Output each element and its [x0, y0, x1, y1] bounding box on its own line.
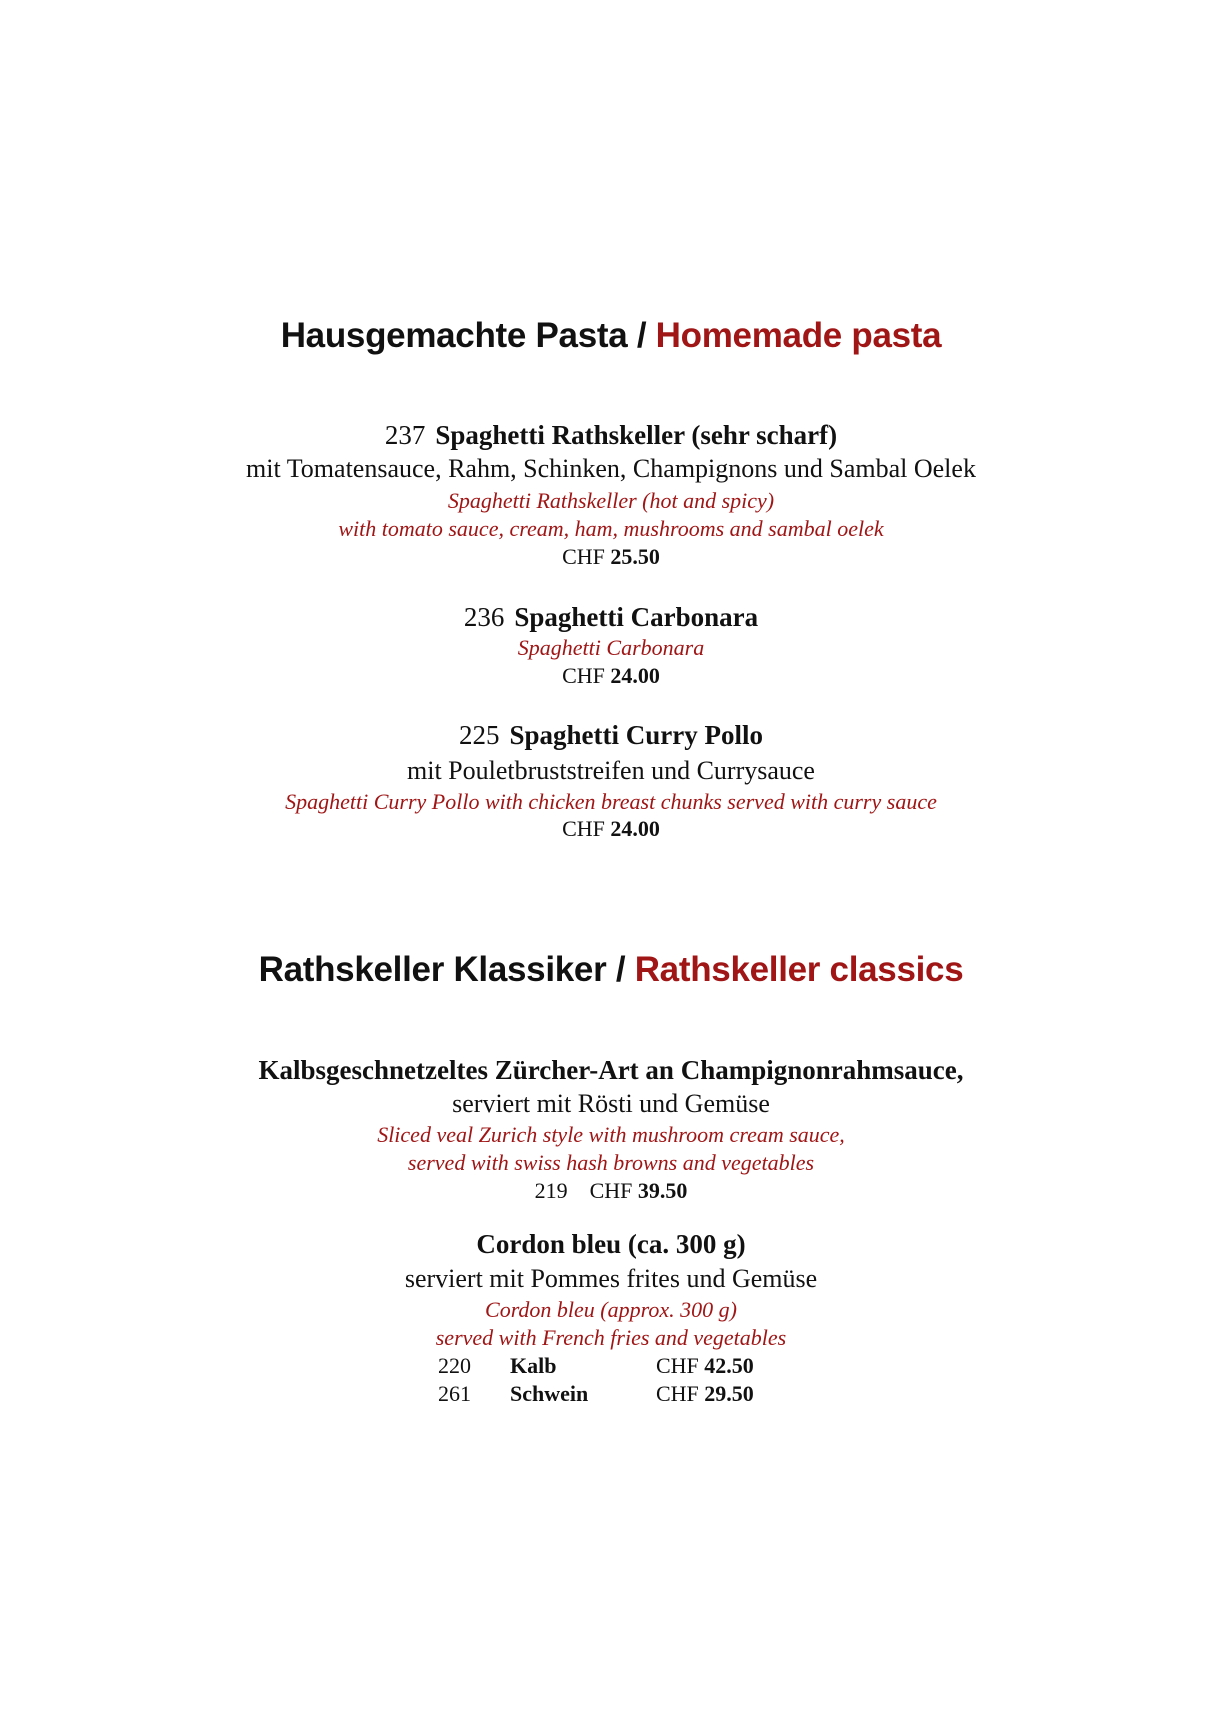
item-english-line: with tomato sauce, cream, ham, mushrooms and sambal oelek [338, 516, 884, 541]
variant-price [656, 1353, 754, 1379]
item-title: Spaghetti Rathskeller (sehr scharf) [435, 420, 838, 450]
price-currency: CHF [656, 1353, 699, 1378]
item-description-de: mit Tomatensauce, Rahm, Schinken, Champignons und Sambal Oelek [246, 454, 976, 483]
heading-de: Hausgemachte Pasta [280, 316, 628, 355]
item-price [0, 663, 1222, 689]
item-english-line: Spaghetti Curry Pollo with chicken breast chunks served with curry sauce [285, 789, 937, 814]
menu-item-title [0, 720, 1222, 751]
variant-number: 220 [438, 1353, 471, 1378]
heading-en: Homemade pasta [655, 316, 942, 355]
menu-item-title: Cordon bleu (ca. 300 g) [476, 1229, 746, 1259]
price-value: 24.00 [610, 816, 660, 841]
variant-price [656, 1381, 754, 1407]
price-currency: CHF [562, 544, 605, 569]
heading-en: Rathskeller classics [634, 950, 964, 989]
item-price [0, 544, 1222, 570]
heading-separator: / [627, 316, 656, 355]
variant-name: Schwein [510, 1381, 589, 1406]
item-english-line: served with swiss hash browns and vegetables [407, 1150, 815, 1175]
item-english-line: Sliced veal Zurich style with mushroom cream sauce, [377, 1122, 845, 1147]
price-value: 29.50 [704, 1381, 754, 1406]
item-english-line: served with French fries and vegetables [435, 1325, 787, 1350]
price-value: 24.00 [610, 663, 660, 688]
item-price [0, 1178, 1222, 1204]
item-title: Spaghetti Curry Pollo [509, 720, 763, 750]
variant-number: 261 [438, 1381, 471, 1406]
menu-item-title: Kalbsgeschnetzeltes Zürcher-Art an Champignonrahmsauce, [258, 1055, 964, 1085]
menu-item-title [0, 420, 1222, 451]
item-english-line: Cordon bleu (approx. 300 g) [485, 1297, 737, 1322]
item-number: 219 [534, 1178, 568, 1203]
item-number: 225 [459, 720, 500, 750]
item-number: 237 [384, 420, 426, 450]
item-price [0, 816, 1222, 842]
price-value: 39.50 [637, 1178, 688, 1203]
price-currency: CHF [589, 1178, 633, 1203]
section-heading-classics [0, 950, 1222, 990]
price-currency: CHF [562, 663, 605, 688]
heading-separator: / [606, 950, 635, 989]
price-currency: CHF [656, 1381, 699, 1406]
item-english-line: Spaghetti Carbonara [517, 635, 705, 660]
section-heading-pasta [0, 316, 1222, 356]
heading-de: Rathskeller Klassiker [258, 950, 607, 989]
item-description-de: serviert mit Pommes frites und Gemüse [404, 1264, 818, 1293]
price-value: 42.50 [704, 1353, 754, 1378]
item-title: Spaghetti Carbonara [514, 602, 759, 632]
item-description-de: serviert mit Rösti und Gemüse [452, 1089, 770, 1118]
item-number: 236 [463, 602, 505, 632]
variant-name: Kalb [510, 1353, 557, 1378]
item-description-de: mit Pouletbruststreifen und Currysauce [407, 756, 815, 785]
price-currency: CHF [562, 816, 605, 841]
price-value: 25.50 [610, 544, 660, 569]
menu-item-title [0, 602, 1222, 633]
item-english-line: Spaghetti Rathskeller (hot and spicy) [447, 488, 775, 513]
